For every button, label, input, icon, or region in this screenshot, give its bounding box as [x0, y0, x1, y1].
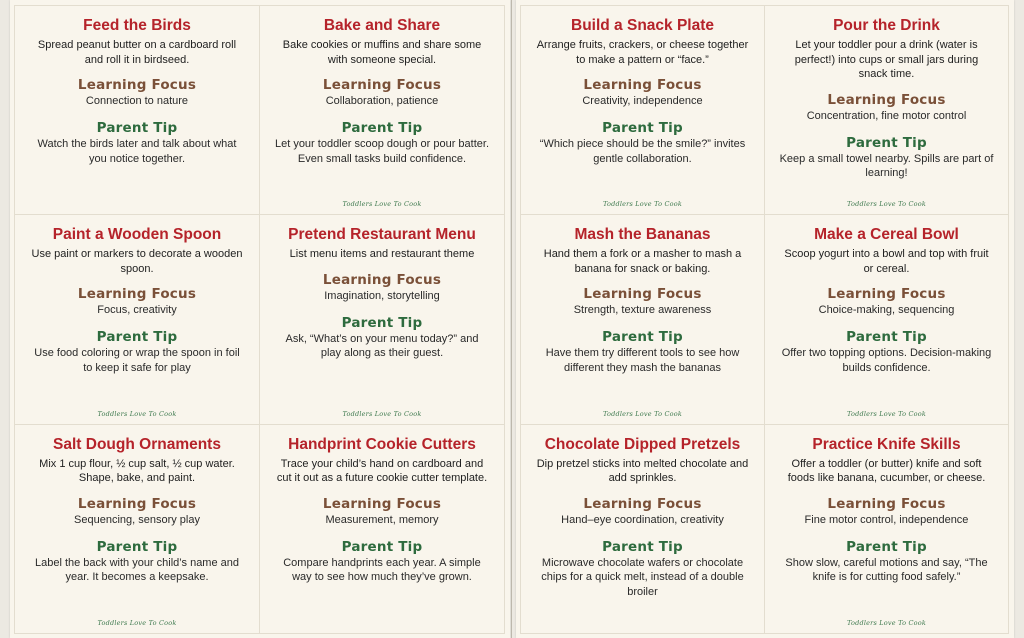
learning-focus-text: Collaboration, patience [325, 95, 439, 107]
card-title: Pretend Restaurant Menu [288, 226, 476, 244]
card-title: Make a Cereal Bowl [814, 226, 959, 244]
learning-focus-text: Focus, creativity [97, 304, 177, 317]
card-description: Arrange fruits, crackers, or cheese together to make a pattern or “face.” [536, 39, 749, 66]
parent-tip-text: Watch the birds later and talk about what you notice together. [37, 138, 237, 165]
learning-focus-text: Measurement, memory [325, 513, 439, 526]
parent-tip-heading: Parent Tip [602, 538, 683, 555]
left-card-grid [15, 6, 505, 634]
learning-focus-text: Hand–eye coordination, creativity [561, 513, 724, 526]
learning-focus-heading: Learning Focus [77, 495, 197, 512]
parent-tip-heading: Parent Tip [846, 329, 927, 346]
card-description: Bake cookies or muffins and share some with someone special. [282, 39, 482, 66]
learning-focus-heading: Learning Focus [583, 77, 702, 93]
card-title: Pour the Drink [833, 17, 940, 34]
brand-watermark: Toddlers Love To Cook [846, 409, 927, 418]
right-card-grid [521, 6, 1009, 634]
card-title: Practice Knife Skills [812, 435, 961, 453]
learning-focus-text: Connection to nature [85, 95, 189, 107]
card-title: Salt Dough Ornaments [53, 435, 221, 453]
parent-tip-text: Use food coloring or wrap the spoon in foil to keep it safe for play [34, 347, 240, 374]
parent-tip-text: Offer two topping options. Decision-making builds confidence. [781, 347, 992, 374]
card-description: Dip pretzel sticks into melted chocolate and add sprinkles. [536, 457, 749, 485]
learning-focus-text: Choice-making, sequencing [818, 304, 955, 317]
activity-card [14, 214, 260, 424]
parent-tip-heading: Parent Tip [602, 120, 683, 136]
brand-watermark: Toddlers Love To Cook [342, 200, 422, 209]
activity-card [764, 424, 1009, 634]
brand-watermark: Toddlers Love To Cook [97, 409, 177, 418]
card-description: Let your toddler pour a drink (water is perfect!) into cups or small jars during snack time. [794, 39, 979, 80]
activity-card [520, 214, 765, 424]
learning-focus-text: Fine motor control, independence [804, 513, 969, 526]
card-title: Handprint Cookie Cutters [288, 435, 476, 453]
learning-focus-text: Creativity, independence [582, 95, 703, 107]
right-page [516, 0, 1014, 638]
brand-watermark: Toddlers Love To Cook [602, 200, 683, 209]
parent-tip-text: Compare handprints each year. A simple way to see how much they’ve grown. [283, 556, 481, 584]
learning-focus-heading: Learning Focus [77, 286, 197, 303]
card-description: Spread peanut butter on a cardboard roll and roll it in birdseed. [37, 39, 237, 66]
card-title: Chocolate Dipped Pretzels [544, 435, 741, 453]
learning-focus-heading: Learning Focus [77, 77, 197, 93]
parent-tip-heading: Parent Tip [96, 329, 178, 346]
learning-focus-heading: Learning Focus [827, 495, 946, 512]
card-description: Scoop yogurt into a bowl and top with fruit or cereal. [784, 248, 989, 275]
card-title: Build a Snack Plate [571, 17, 714, 34]
activity-card [259, 5, 505, 215]
parent-tip-text: “Which piece should be the smile?” invites gentle collaboration. [539, 138, 746, 165]
card-description: Offer a toddler (or butter) knife and soft foods like banana, cucumber, or cheese. [787, 457, 986, 485]
parent-tip-text: Keep a small towel nearby. Spills are part of learning! [779, 152, 994, 179]
parent-tip-text: Have them try different tools to see how different they mash the bananas [545, 347, 740, 374]
activity-card [520, 5, 765, 215]
brand-watermark: Toddlers Love To Cook [342, 409, 422, 418]
learning-focus-heading: Learning Focus [827, 91, 946, 108]
activity-card [14, 5, 260, 215]
learning-focus-heading: Learning Focus [583, 495, 702, 512]
parent-tip-text: Ask, “What’s on your menu today?” and play along as their guest. [285, 332, 479, 360]
card-description: Mix 1 cup flour, ½ cup salt, ½ cup water. Shape, bake, and paint. [39, 457, 235, 485]
parent-tip-heading: Parent Tip [341, 314, 423, 331]
learning-focus-heading: Learning Focus [322, 77, 442, 93]
card-description: Use paint or markers to decorate a wooden spoon. [31, 248, 243, 275]
parent-tip-text: Microwave chocolate wafers or chocolate chips for a quick melt, instead of a double broiler [541, 556, 744, 598]
learning-focus-text: Imagination, storytelling [324, 289, 440, 302]
parent-tip-heading: Parent Tip [341, 120, 423, 136]
card-title: Paint a Wooden Spoon [52, 226, 222, 244]
parent-tip-heading: Parent Tip [96, 120, 178, 136]
learning-focus-heading: Learning Focus [322, 495, 442, 512]
learning-focus-heading: Learning Focus [827, 286, 946, 303]
parent-tip-text: Let your toddler scoop dough or pour batter. Even small tasks build confidence. [274, 138, 490, 165]
learning-focus-text: Strength, texture awareness [573, 304, 712, 317]
card-title: Mash the Bananas [574, 226, 711, 244]
card-title: Feed the Birds [83, 17, 191, 34]
parent-tip-heading: Parent Tip [846, 538, 927, 555]
activity-card [14, 424, 260, 634]
learning-focus-text: Sequencing, sensory play [74, 513, 200, 526]
parent-tip-text: Label the back with your child’s name and year. It becomes a keepsake. [34, 556, 240, 584]
brand-watermark: Toddlers Love To Cook [97, 618, 177, 627]
parent-tip-text: Show slow, careful motions and say, “The knife is for cutting food safely.” [785, 556, 988, 584]
card-description: List menu items and restaurant theme [289, 248, 475, 261]
parent-tip-heading: Parent Tip [96, 538, 178, 555]
brand-watermark: Toddlers Love To Cook [602, 409, 683, 418]
activity-card [764, 5, 1009, 215]
brand-watermark: Toddlers Love To Cook [846, 618, 927, 627]
activity-card [259, 424, 505, 634]
card-description: Hand them a fork or a masher to mash a banana for snack or baking. [543, 248, 742, 275]
brand-watermark: Toddlers Love To Cook [846, 200, 927, 209]
learning-focus-heading: Learning Focus [322, 271, 442, 288]
left-page [10, 0, 510, 638]
card-description: Trace your child’s hand on cardboard and cut it out as a future cookie cutter template. [276, 457, 488, 485]
learning-focus-text: Concentration, fine motor control [806, 109, 967, 122]
parent-tip-heading: Parent Tip [846, 134, 927, 151]
page-divider [511, 0, 512, 638]
parent-tip-heading: Parent Tip [602, 329, 683, 346]
activity-card [764, 214, 1009, 424]
activity-card [520, 424, 765, 634]
card-title: Bake and Share [323, 17, 441, 34]
parent-tip-heading: Parent Tip [341, 538, 423, 555]
learning-focus-heading: Learning Focus [583, 286, 702, 303]
activity-card [259, 214, 505, 424]
